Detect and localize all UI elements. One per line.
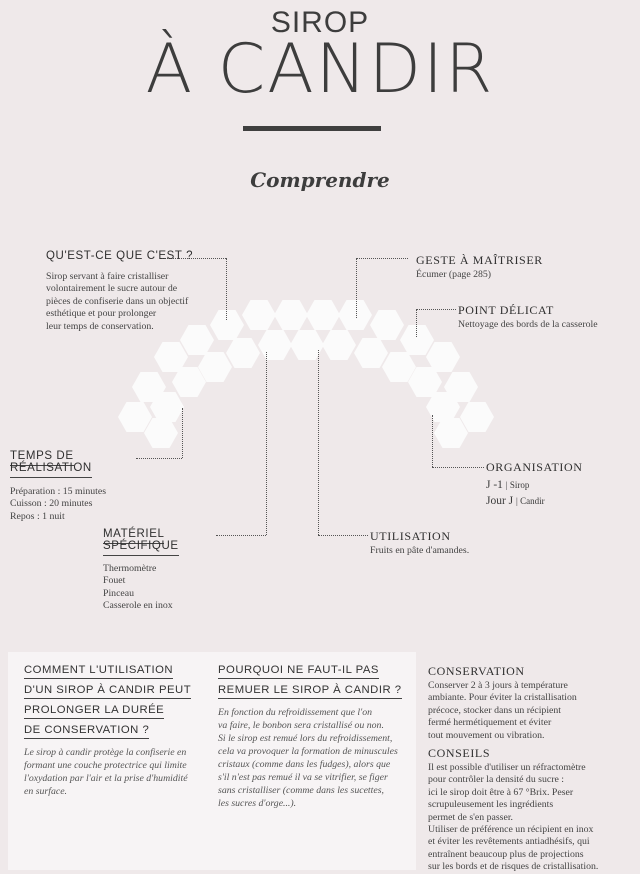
callout-heading: POINT DÉLICAT <box>458 303 554 317</box>
faq-conservation <box>24 662 204 798</box>
info-column <box>428 664 634 874</box>
heading-line: DE CONSERVATION ? <box>24 723 149 739</box>
text-line: En fonction du refroidissement que l'on <box>218 707 373 718</box>
hexagon <box>354 338 388 368</box>
conseils-text <box>428 762 634 874</box>
conservation-heading: CONSERVATION <box>428 664 525 678</box>
leader-line <box>318 535 368 536</box>
leader-line <box>136 458 182 459</box>
callout-heading <box>10 450 140 474</box>
schedule-row: Jour J | Candir <box>486 495 545 507</box>
callout-quest <box>46 250 206 333</box>
text-line: les sucres d'orge...). <box>218 798 297 809</box>
faq-heading <box>218 662 408 702</box>
leader-line <box>432 467 484 468</box>
callout-organisation <box>486 460 626 509</box>
text-line: Il est possible d'utiliser un réfractomètre <box>428 762 586 774</box>
faq-remuer <box>218 662 408 810</box>
text-line: Le sirop à candir protège la confiserie en <box>24 747 187 758</box>
text-line: ambiante. Pour éviter la cristallisation <box>428 692 577 704</box>
hexagon <box>144 418 178 448</box>
heading-line: POURQUOI NE FAUT-IL PAS <box>218 663 379 679</box>
text-line: Sirop servant à faire cristalliser <box>46 271 169 282</box>
callout-text: Nettoyage des bords de la casserole <box>458 319 598 330</box>
text-line: Cuisson : 20 minutes <box>10 498 93 510</box>
callout-heading: UTILISATION <box>370 529 451 543</box>
hexagon <box>434 418 468 448</box>
heading-line: COMMENT L'UTILISATION <box>24 663 173 679</box>
text-line: pièces de confiserie dans un objectif <box>46 295 189 307</box>
leader-line <box>356 258 357 318</box>
conservation-text <box>428 680 634 742</box>
leader-line <box>356 258 408 259</box>
faq-heading <box>24 662 204 742</box>
hexagon <box>118 402 152 432</box>
conseils-heading: CONSEILS <box>428 746 491 761</box>
callout-text <box>46 271 206 333</box>
text-line: tout mouvement ou vibration. <box>428 729 545 741</box>
text-line: Si le sirop est remué lors du refroidissement, <box>218 733 393 744</box>
leader-line <box>182 408 183 458</box>
heading-line: REMUER LE SIROP À CANDIR ? <box>218 683 402 699</box>
text-line: esthétique et pour prolonger <box>46 308 157 320</box>
heading-text: TEMPS DE RÉALISATION <box>10 450 92 478</box>
schedule-task: Candir <box>520 496 545 506</box>
text-line: sur les bords et de risques de cristallisation. <box>428 861 599 873</box>
section-subtitle: Comprendre <box>250 168 390 192</box>
hexagon <box>226 338 260 368</box>
text-line: Préparation : 15 minutes <box>10 486 107 497</box>
text-line: Casserole en inox <box>103 600 173 612</box>
callout-heading: QU'EST-CE QUE C'EST ? <box>46 250 194 262</box>
callout-geste <box>416 253 616 281</box>
text-line: Utiliser de préférence un récipient en inox <box>428 824 594 836</box>
text-line: scrupuleusement les ingrédients <box>428 799 554 811</box>
schedule-row: J -1 | Sirop <box>486 479 530 491</box>
text-line: précoce, stocker dans un récipient <box>428 704 562 716</box>
schedule-day: J -1 <box>486 479 503 491</box>
heading-text: MATÉRIEL SPÉCIFIQUE <box>103 528 179 556</box>
leader-line <box>226 258 227 320</box>
text-line: ici le sirop doit être à 67 °Brix. Peser <box>428 786 574 798</box>
callout-text: Écumer (page 285) <box>416 269 492 280</box>
leader-line <box>416 309 417 337</box>
leader-line <box>266 352 267 535</box>
text-line: Fouet <box>103 575 126 587</box>
hexagon <box>370 310 404 340</box>
text-line: entraînent beaucoup plus de projections <box>428 848 584 860</box>
title-rule <box>243 126 381 131</box>
text-line: Thermomètre <box>103 563 157 574</box>
heading-line: PROLONGER LA DURÉE <box>24 703 164 719</box>
text-line: formant une couche protectrice qui limite <box>24 760 187 771</box>
hexagon <box>210 310 244 340</box>
callout-heading <box>103 528 233 552</box>
text-line: Pinceau <box>103 587 135 599</box>
schedule-day: Jour J <box>486 495 514 507</box>
hexagon <box>242 300 276 330</box>
text-line: sans cristalliser (comme dans les sucettes, <box>218 785 384 796</box>
text-line: permet de s'en passer. <box>428 811 514 823</box>
hexagon <box>274 300 308 330</box>
text-line: s'il n'est pas remué il va se vitrifier, se figer <box>218 772 388 783</box>
callout-temps <box>10 450 140 523</box>
text-line: fermé hermétiquement et éviter <box>428 717 552 729</box>
text-line: va faire, le bonbon sera cristallisé ou non. <box>218 720 384 731</box>
callout-materiel <box>103 528 233 613</box>
hexagon <box>400 325 434 355</box>
callout-utilisation <box>370 529 530 557</box>
faq-text <box>24 746 204 798</box>
leader-line <box>416 309 456 310</box>
text-line: l'oxydation par l'air et la prise d'humidité <box>24 773 188 784</box>
text-line: Conserver 2 à 3 jours à température <box>428 680 568 691</box>
callout-text: Fruits en pâte d'amandes. <box>370 545 470 556</box>
hexagon <box>322 330 356 360</box>
hexagon <box>258 330 292 360</box>
faq-text <box>218 706 408 810</box>
hexagon <box>460 402 494 432</box>
schedule-task: Sirop <box>509 480 530 490</box>
callout-point <box>458 303 638 331</box>
page-title: À CANDIR <box>145 30 495 109</box>
text-line: et éviter les revêtements antiadhésifs, qui <box>428 836 590 848</box>
text-line: volontairement le sucre autour de <box>46 283 178 295</box>
leader-line <box>318 350 319 535</box>
callout-heading: ORGANISATION <box>486 460 583 474</box>
text-line: en surface. <box>24 786 67 797</box>
text-line: pour contrôler la densité du sucre : <box>428 774 565 786</box>
callout-heading: GESTE À MAÎTRISER <box>416 253 543 267</box>
text-line: Repos : 1 nuit <box>10 510 65 522</box>
hexagon <box>338 300 372 330</box>
hexagon <box>306 300 340 330</box>
heading-line: D'UN SIROP À CANDIR PEUT <box>24 683 191 699</box>
text-line: cela va provoquer la formation de minuscules <box>218 746 398 757</box>
text-line: cristaux (comme dans les fudges), alors que <box>218 759 391 770</box>
text-line: leur temps de conservation. <box>46 320 154 332</box>
leader-line <box>432 415 433 467</box>
title-overline: SIROP <box>270 6 370 39</box>
